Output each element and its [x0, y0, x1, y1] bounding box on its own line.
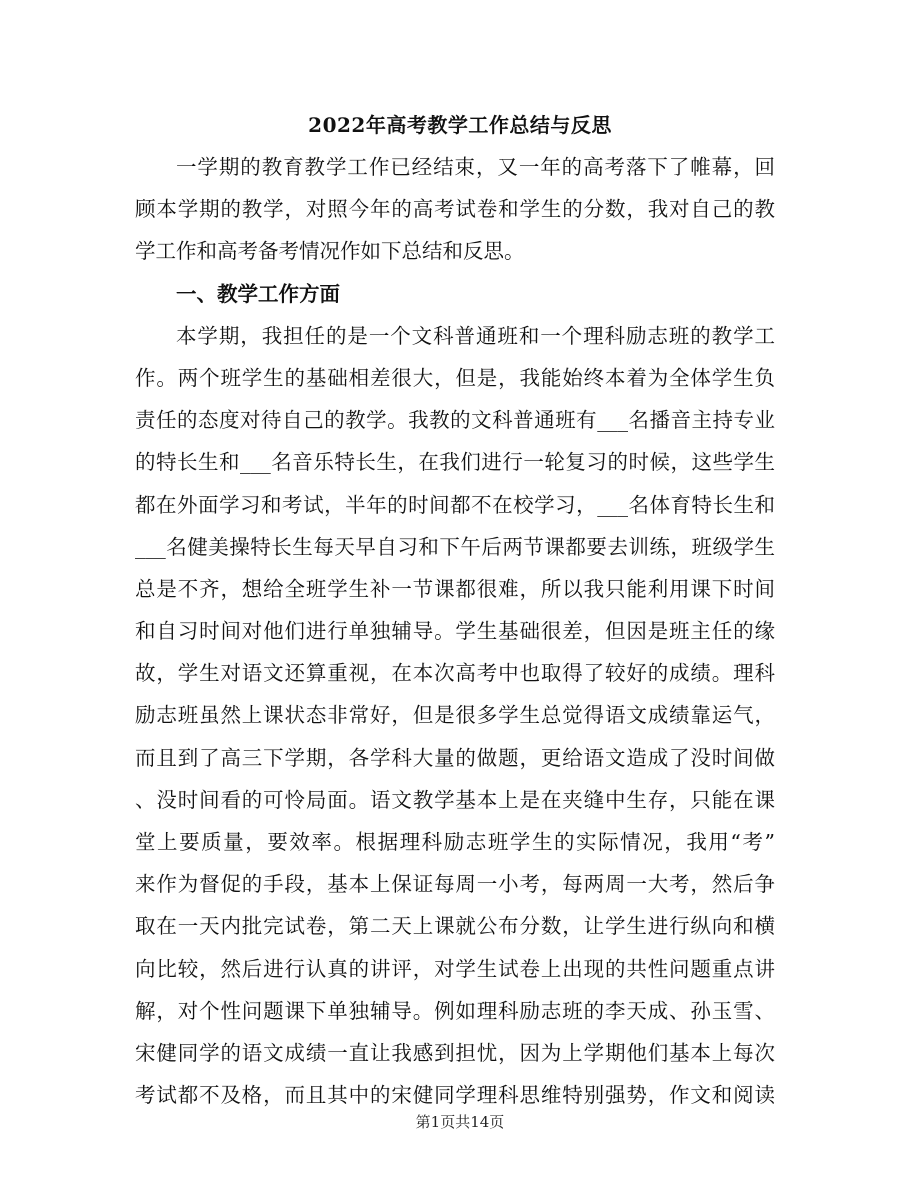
body-text-line: 本学期，我担任的是一个文科普通班和一个理科励志班的教学工	[176, 323, 775, 348]
body-text-line: 责任的态度对待自己的教学。我教的文科普通班有___名播音主持专业	[135, 408, 775, 433]
body-text-line: 而且到了高三下学期，各学科大量的做题，更给语文造成了没时间做	[135, 745, 775, 770]
body-text-line: 堂上要质量，要效率。根据理科励志班学生的实际情况，我用“考”	[135, 830, 775, 854]
body-text-line: 取在一天内批完试卷，第二天上课就公布分数，让学生进行纵向和横	[135, 914, 775, 939]
body-text-line: 一学期的教育教学工作已经结束，又一年的高考落下了帷幕，回	[176, 155, 775, 179]
body-text-line: 宋健同学的语文成绩一直让我感到担忧，因为上学期他们基本上每次	[135, 1040, 775, 1065]
body-text-line: 解，对个性问题课下单独辅导。例如理科励志班的李天成、孙玉雪、	[135, 998, 775, 1023]
page-footer: 第1页共14页	[415, 1113, 505, 1131]
body-text-line: 总是不齐，想给全班学生补一节课都很难，所以我只能利用课下时间	[135, 576, 775, 601]
body-text-line: 来作为督促的手段，基本上保证每周一小考，每两周一大考，然后争	[135, 872, 775, 897]
body-text-line: 作。两个班学生的基础相差很大，但是，我能始终本着为全体学生负	[135, 365, 775, 390]
section-heading: 一、教学工作方面	[176, 281, 340, 306]
body-text-line: 向比较，然后进行认真的讲评，对学生试卷上出现的共性问题重点讲	[135, 956, 775, 981]
body-text-line: 和自习时间对他们进行单独辅导。学生基础很差，但因是班主任的缘	[135, 619, 775, 644]
body-text-line: 励志班虽然上课状态非常好，但是很多学生总觉得语文成绩靠运气，	[135, 703, 775, 728]
body-text-line: 故，学生对语文还算重视，在本次高考中也取得了较好的成绩。理科	[135, 661, 775, 686]
document-body	[135, 146, 775, 1116]
body-text-line: 都在外面学习和考试，半年的时间都不在校学习，___名体育特长生和	[135, 492, 775, 517]
body-text-line: 考试都不及格，而且其中的宋健同学理科思维特别强势，作文和阅读	[135, 1083, 775, 1108]
body-text-line: 、没时间看的可怜局面。语文教学基本上是在夹缝中生存，只能在课	[135, 787, 775, 812]
body-text-line: 学工作和高考备考情况作如下总结和反思。	[135, 239, 525, 264]
body-text-line: 顾本学期的教学，对照今年的高考试卷和学生的分数，我对自己的教	[135, 197, 775, 222]
body-text-line: 的特长生和___名音乐特长生，在我们进行一轮复习的时候，这些学生	[135, 450, 775, 475]
body-text-line: ___名健美操特长生每天早自习和下午后两节课都要去训练，班级学生	[135, 534, 775, 559]
document-title: 2022年高考教学工作总结与反思	[308, 113, 612, 137]
